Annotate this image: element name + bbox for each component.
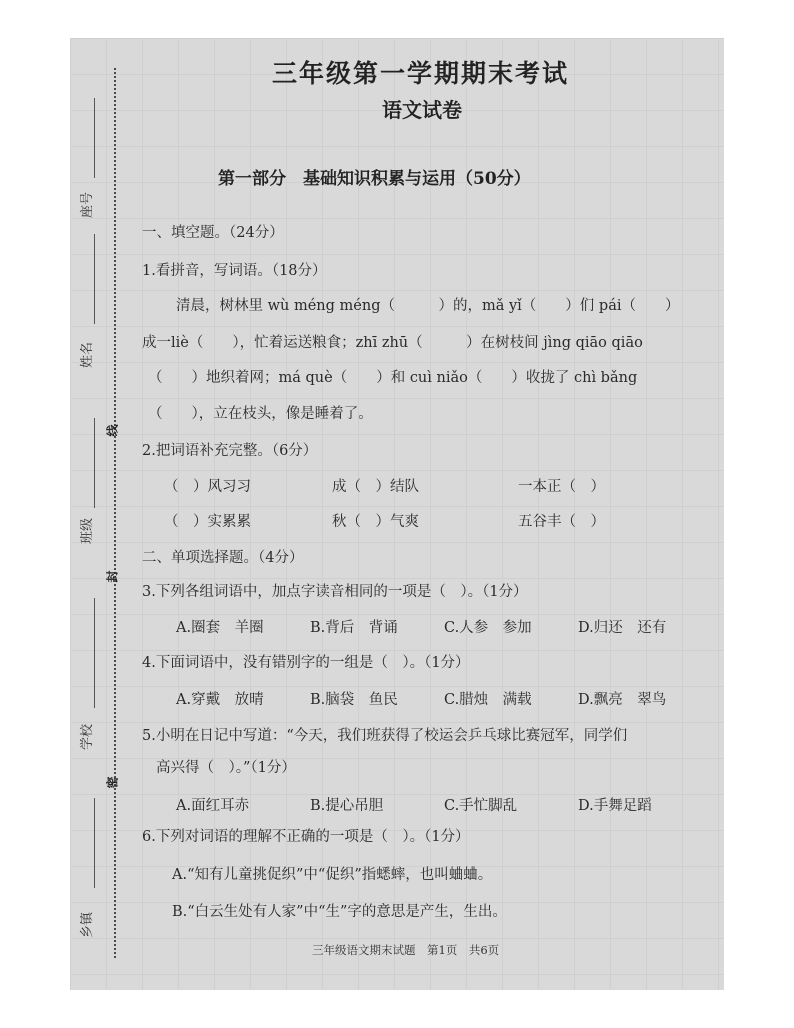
q6-option-a: A.“知有儿童挑促织”中“促织”指蟋蟀，也叫蛐蛐。 — [172, 867, 493, 883]
q1-line-4: （ ），立在枝头，像是睡着了。 — [148, 406, 373, 422]
seat-number-label: 座号 — [80, 191, 95, 218]
q3-option-b: B.背后 背诵 — [310, 620, 398, 636]
q2-item: （ ）实累累 — [164, 514, 251, 530]
q4-option-d: D.飘亮 翠鸟 — [578, 692, 667, 708]
section2-heading: 二、单项选择题。（4分） — [142, 550, 304, 566]
q6-title: 6.下列对词语的理解不正确的一项是（ ）。（1分） — [142, 829, 470, 845]
q5-title-line-2: 高兴得（ ）。”（1分） — [156, 760, 296, 776]
q4-title: 4.下面词语中，没有错别字的一组是（ ）。（1分） — [142, 655, 470, 671]
q4-option-b: B.脑袋 鱼民 — [310, 692, 398, 708]
q1-line-3: （ ）地织着网；má què（ ）和 cuì niǎo（ ）收拢了 chì bǎng — [148, 370, 638, 386]
q2-item: （ ）风习习 — [164, 479, 251, 495]
q2-item: 成（ ）结队 — [332, 479, 419, 495]
q2-title: 2.把词语补充完整。（6分） — [142, 443, 318, 459]
q1-line-2: 成一liè（ ），忙着运送粮食；zhī zhū（ ）在树枝间 jìng qiāo qiāo — [142, 335, 643, 351]
q1-line-1: 清晨，树林里 wù méng méng（ ）的，mǎ yǐ（ ）们 pái（ ） — [176, 298, 680, 314]
exam-paper — [70, 38, 724, 990]
exam-subtitle: 语文试卷 — [382, 98, 462, 122]
q2-item: 秋（ ）气爽 — [332, 514, 419, 530]
q3-option-c: C.人参 参加 — [444, 620, 532, 636]
township-label: 乡镇 — [80, 911, 95, 938]
binding-char-secret: 密 — [105, 776, 120, 789]
q5-option-a: A.面红耳赤 — [176, 798, 250, 814]
binding-char-line: 线 — [105, 424, 120, 437]
name-label: 姓名 — [80, 341, 95, 368]
q3-title: 3.下列各组词语中，加点字读音相同的一项是（ ）。（1分） — [142, 584, 528, 600]
q1-title: 1.看拼音，写词语。（18分） — [142, 263, 327, 279]
q6-option-b: B.“白云生处有人家”中“生”字的意思是产生，生出。 — [172, 904, 507, 920]
school-line — [94, 598, 95, 708]
class-line — [94, 418, 95, 508]
school-label: 学校 — [80, 723, 95, 750]
q5-option-c: C.手忙脚乱 — [444, 798, 518, 814]
q3-option-d: D.归还 还有 — [578, 620, 667, 636]
class-label: 班级 — [80, 517, 95, 544]
name-line — [94, 234, 95, 324]
binding-char-seal: 封 — [105, 570, 120, 583]
seat-number-line — [94, 98, 95, 178]
q2-item: 一本正（ ） — [518, 479, 605, 495]
q2-item: 五谷丰（ ） — [518, 514, 605, 530]
township-line — [94, 798, 95, 888]
q5-option-d: D.手舞足蹈 — [578, 798, 652, 814]
page-footer: 三年级语文期末试题 第1页 共6页 — [312, 943, 500, 957]
q3-option-a: A.圈套 羊圈 — [176, 620, 264, 636]
exam-title: 三年级第一学期期末考试 — [272, 59, 570, 88]
q5-title-line-1: 5.小明在日记中写道：“今天，我们班获得了校运会乒乓球比赛冠军，同学们 — [142, 728, 628, 744]
part-heading: 第一部分 基础知识积累与运用（50分） — [218, 169, 531, 189]
q5-option-b: B.提心吊胆 — [310, 798, 384, 814]
q4-option-a: A.穿戴 放晴 — [176, 692, 264, 708]
q4-option-c: C.腊烛 满载 — [444, 692, 532, 708]
section1-heading: 一、填空题。（24分） — [142, 225, 284, 241]
